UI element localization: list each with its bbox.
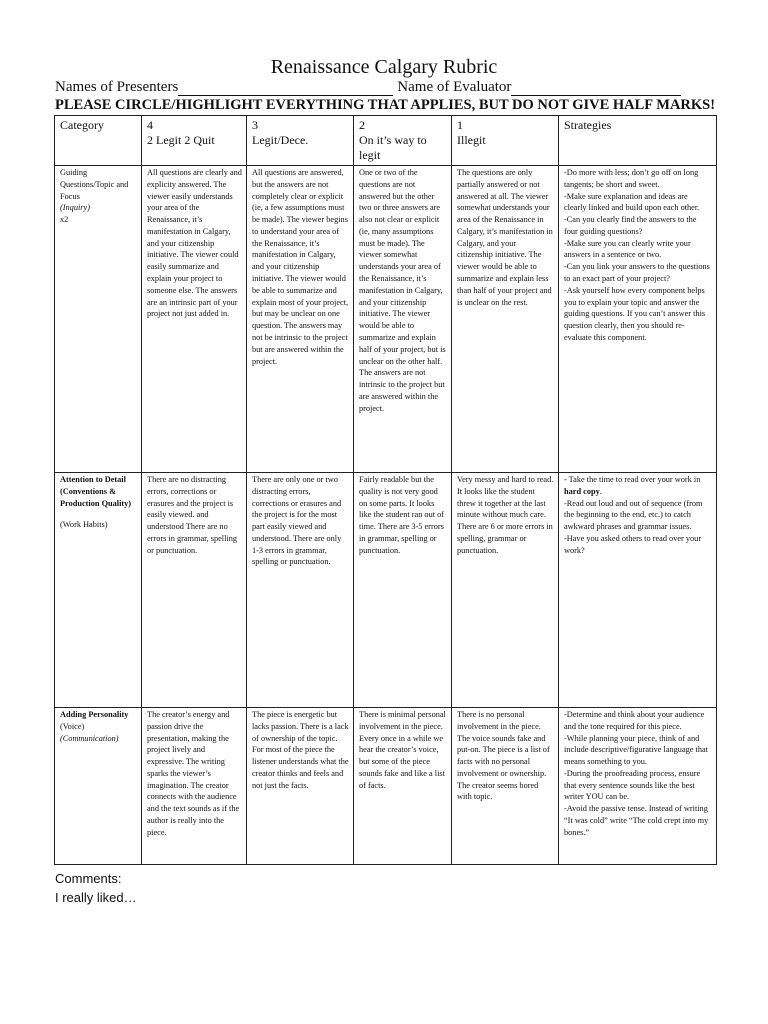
category-voice: (Voice) xyxy=(60,721,85,731)
level-2-cell[interactable]: There is minimal personal involvement in the piece. Every once in a while we hear the creator’s voice, but some of the piece sounds fake and like a list of facts. xyxy=(354,708,452,865)
row-category xyxy=(55,166,142,473)
level-1-cell[interactable]: Very messy and hard to read. It looks like the student threw it together at the last minute without much care. There are 6 or more errors in spelling, grammar or punctuation. xyxy=(452,473,559,708)
strategies-header: Strategies xyxy=(559,116,717,166)
rubric-row-inquiry xyxy=(55,166,717,473)
level-label: 2 Legit 2 Quit xyxy=(147,133,215,147)
row-category xyxy=(55,708,142,865)
comments-section xyxy=(55,869,137,907)
level-3-cell[interactable]: All questions are answered, but the answers are not completely clear or explicit (ie, a few assumptions must be made). The viewer begins to understand your area of the Renaissance, it’s manifestation in Calgary, and your citizenship initiative. The viewer would be able to summarize and explain most of your project, but may be unclear on one question. The answers may not be intrinsic to the project but are answered within the project. xyxy=(247,166,354,473)
level-score: 4 xyxy=(147,118,153,132)
level-4-cell[interactable]: The creator’s energy and passion drive the presentation, making the project lively and expressive. The writing sparks the viewer’s imagination. The creator connects with the audience and the text sounds as if the author is really into the piece. xyxy=(142,708,247,865)
level-score: 1 xyxy=(457,118,463,132)
level-header-4 xyxy=(142,116,247,166)
evaluator-field[interactable] xyxy=(511,81,681,96)
strategies-cell xyxy=(559,473,717,708)
category-name: Adding Personality xyxy=(60,710,129,719)
instruction-text: PLEASE CIRCLE/HIGHLIGHT EVERYTHING THAT APPLIES, BUT DO NOT GIVE HALF MARKS! xyxy=(55,97,716,113)
level-label: On it’s way to legit xyxy=(359,133,427,162)
level-label: Legit/Dece. xyxy=(252,133,309,147)
category-skill: (Inquiry) xyxy=(60,203,90,213)
page-title: Renaissance Calgary Rubric xyxy=(270,56,498,78)
level-2-cell[interactable]: Fairly readable but the quality is not very good on some parts. It looks like the student ran out of time. There are 3-5 errors in grammar, spelling or punctuation. xyxy=(354,473,452,708)
header-row xyxy=(55,116,717,166)
category-header: Category xyxy=(55,116,142,166)
row-category xyxy=(55,473,142,708)
rubric-row-detail xyxy=(55,473,717,708)
strategies-cell: -Determine and think about your audience and the tone required for this piece. -While planning your piece, think of and include descriptive/figurative language that means something to you. -During the proofreading process, ensure that every sentence sounds like the best writer YOU can be. -Avoid the passive tense. Instead of writing “It was cold” write “The cold crept into my bones.” xyxy=(559,708,717,865)
category-weight: x2 xyxy=(60,215,69,225)
level-1-cell[interactable]: The questions are only partially answered or not answered at all. The viewer somewhat understands your area of the Renaissance in Calgary, it’s manifestation in Calgary, and your citizenship initiative. The viewer would be able to summarize and explain less than half of your project and is unclear on the rest. xyxy=(452,166,559,473)
level-header-1 xyxy=(452,116,559,166)
category-name: Guiding Questions/Topic and Focus xyxy=(60,168,129,201)
hard-copy-emphasis: hard copy xyxy=(564,486,600,496)
presenters-label: Names of Presenters xyxy=(55,79,179,95)
category-name: Attention to Detail (Conventions & Production Quality) xyxy=(60,475,132,508)
level-2-cell[interactable]: One or two of the questions are not answered but the other two or three answers are also not clear or explicit (ie, many assumptions must be made). The viewer somewhat understands your area of the Renaissance, it’s manifestation in Calgary, and your citizenship initiative. The viewer would be able to summarize and explain half of your project, but is unclear on the other half. The answers are not intrinsic to the project but are answered within the project. xyxy=(354,166,452,473)
liked-label: I really liked… xyxy=(55,890,137,905)
category-skill: (Work Habits) xyxy=(60,520,108,530)
level-header-3 xyxy=(247,116,354,166)
level-4-cell[interactable]: All questions are clearly and explicity answered. The viewer easily understands your area of the Renaissance, it’s manifestation in Calgary, and your citizenship initiative. The viewer could easily summarize and explain your project to someone else. The answers are an intrinsic part of your project not just added in. xyxy=(142,166,247,473)
level-label: Illegit xyxy=(457,133,486,147)
level-header-2 xyxy=(354,116,452,166)
comments-label: Comments: xyxy=(55,871,122,886)
rubric-row-personality xyxy=(55,708,717,865)
rubric-table xyxy=(54,115,717,865)
level-1-cell[interactable]: There is no personal involvement in the piece. The voice sounds fake and put-on. The piece is a list of facts with no personal involvement or ownership. The creator seems bored with topic. xyxy=(452,708,559,865)
level-3-cell[interactable]: The piece is energetic but lacks passion. There is a lack of ownership of the topic. For most of the piece the listener understands what the creator thinks and feels and not just the facts. xyxy=(247,708,354,865)
names-line xyxy=(55,79,720,96)
category-skill: (Communication) xyxy=(60,733,119,743)
strategy-text: - Take the time to read over your work in hard copy. -Read out loud and out of sequence (from the beginning to the end, etc.) to catch awkward phrases and grammar issues. -Have you asked others to read over your work? xyxy=(564,475,703,555)
level-4-cell[interactable]: There are no distracting errors, corrections or erasures and the project is easily viewed. and understood There are no errors in grammar, spelling or punctuation. xyxy=(142,473,247,708)
level-3-cell[interactable]: There are only one or two distracting errors, corrections or erasures and the project is for the most part easily viewed and understood. There are only 1-3 errors in grammar, spelling or punctuation. xyxy=(247,473,354,708)
presenters-field[interactable] xyxy=(178,81,393,96)
strategies-cell: -Do more with less; don’t go off on long tangents; be short and sweet. -Make sure explanation and ideas are clearly linked and build upon each other. -Can you clearly find the answers to the four guiding questions? -Make sure you can clearly write your answers in a sentence or two. -Can you link your answers to the questions to an exact part of your project? -Ask yourself how every component helps you to explain your topic and answer the guiding questions. If you can’t answer this question clearly, then you should re-evaluate this component. xyxy=(559,166,717,473)
level-score: 3 xyxy=(252,118,258,132)
level-score: 2 xyxy=(359,118,365,132)
evaluator-label: Name of Evaluator xyxy=(397,79,512,95)
